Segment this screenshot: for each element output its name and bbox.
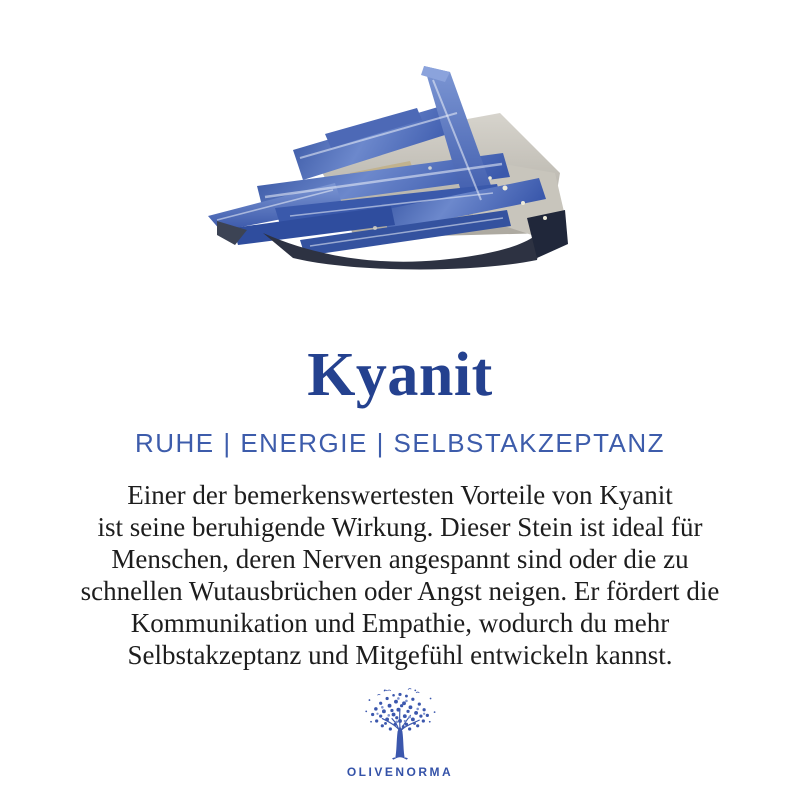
body-line: Selbstakzeptanz und Mitgefühl entwickeln kannst. — [127, 640, 673, 670]
brand-logo — [0, 688, 800, 779]
keywords-subtitle: RUHE | ENERGIE | SELBSTAKZEPTANZ — [134, 428, 666, 458]
page-title: Kyanit — [307, 341, 493, 409]
body-line: schnellen Wutausbrüchen oder Angst neigen. Er fördert die — [80, 576, 720, 606]
body-line: Menschen, deren Nerven angespannt sind oder die zu — [111, 544, 689, 574]
olive-tree-icon — [356, 688, 444, 762]
body-line: Einer der bemerkenswertesten Vorteile von Kyanit — [127, 480, 673, 510]
body-line: Kommunikation und Empathie, wodurch du mehr — [130, 608, 670, 638]
kyanite-crystal-image — [205, 58, 580, 273]
body-line: ist seine beruhigende Wirkung. Dieser Stein ist ideal für — [97, 512, 703, 542]
brand-name: OLIVENORMA — [346, 765, 454, 779]
description-paragraph — [20, 479, 780, 671]
